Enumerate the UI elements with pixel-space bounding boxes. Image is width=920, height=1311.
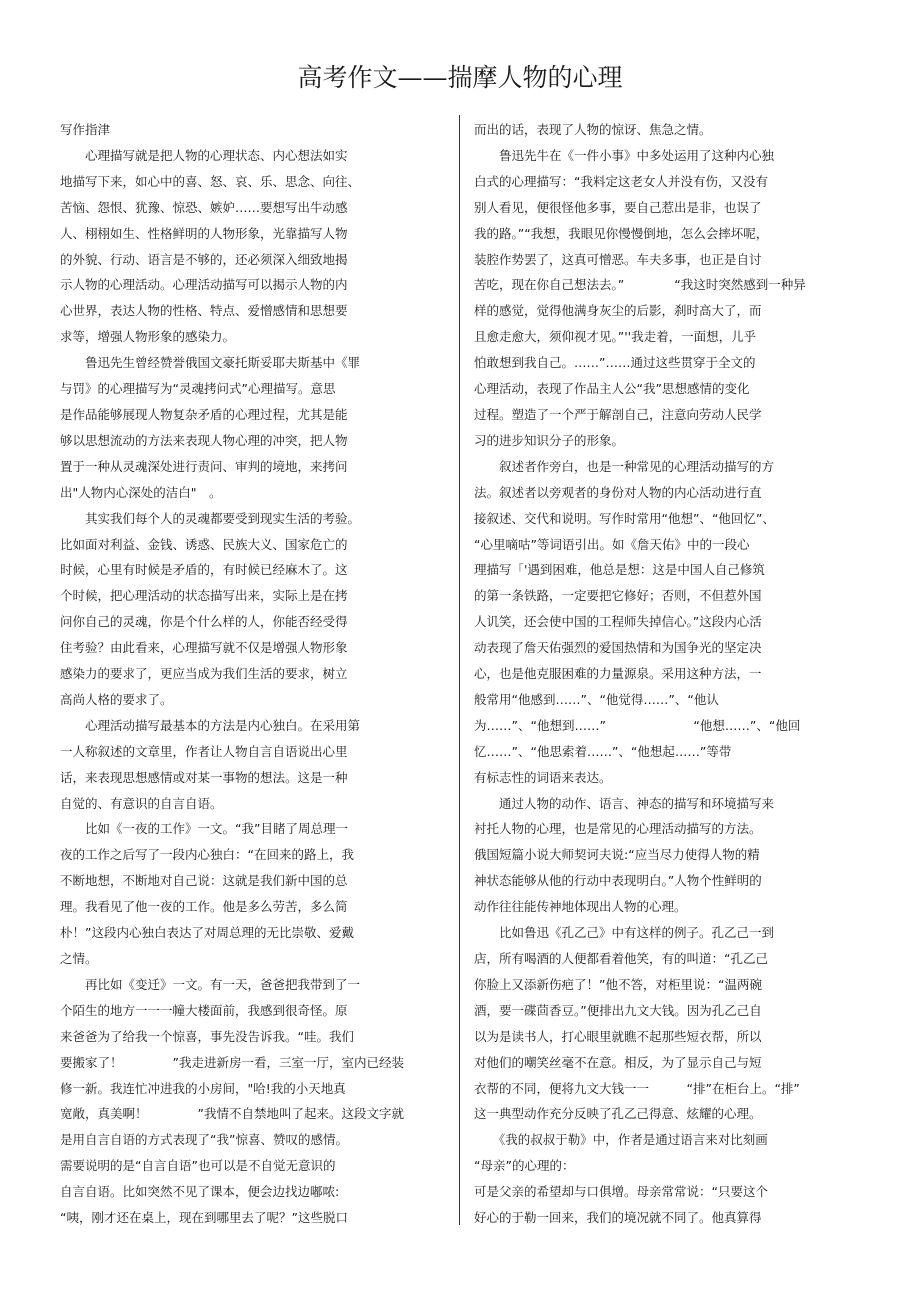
- left-column: [60, 117, 450, 1231]
- text-line: 比如鲁迅《孔乙己》中有这样的例子。孔乙己一到: [474, 925, 775, 941]
- text-line: 其实我们每个人的灵魂都要受到现实生活的考验。: [60, 510, 361, 526]
- text-line: 且愈走愈大，须仰视才见。”''我走着，一面想，儿乎: [474, 329, 757, 345]
- text-line: 鲁迅先生曾经赞誉俄国文豪托斯妥耶夫斯基中《罪: [60, 355, 361, 371]
- text-line: 白式的心理描写：“我料定这老女人并没有伤，又没有: [474, 173, 768, 189]
- text-line: 酒，要一碟茴香豆。”便排出九文大钱。因为孔乙己自: [474, 1002, 762, 1018]
- text-line: “母亲”的心理的：: [474, 1158, 575, 1174]
- text-line: 个陌生的地方一一一幢大楼面前，我感到很奇怪。原: [60, 1002, 348, 1018]
- text-line: 的外貌、行动、语言是不够的，还必须深入细致地揭: [60, 251, 348, 267]
- text-line: 你脸上又添新伤疤了！”他不答，对柜里说：“温两碗: [474, 976, 762, 992]
- text-line: 自言自语。比如突然不见了课本，便会边找边嘟哝:: [60, 1184, 340, 1200]
- text-line: 鲁迅先牛在《一件小事》中多处运用了这种内心独: [474, 147, 775, 163]
- text-line: 叙述者作旁白，也是一种常见的心理活动描写的方: [474, 458, 775, 474]
- text-line: 修一新。我连忙冲进我的小房间，"哈!我的小天地真: [60, 1080, 346, 1096]
- text-line: 好心的于勒一回来，我们的境况就不同了。他真算得: [474, 1210, 762, 1226]
- text-line: 法。叙述者以旁观者的身份对人物的内心活动进行直: [474, 484, 762, 500]
- text-line: 衬托人物的心理，也是常见的心理活动描写的方法。: [474, 821, 762, 837]
- text-line: 怕敢想到我自己。……”……通过这些贯穿于全文的: [474, 355, 756, 371]
- text-line: “心里嘀咕”等词语引出。如《詹天佑》中的一段心: [474, 536, 750, 552]
- text-line: 心世界，表达人物的性格、特点、爱憎感情和思想要: [60, 303, 348, 319]
- text-line: 样的感觉，觉得他满身灰尘的后影，刹时高大了，而: [474, 303, 762, 319]
- text-line: “咦，刚才还在桌上，现在到哪里去了呢？”这些脱口: [60, 1210, 348, 1226]
- text-line: 理描写「'遇到困难，他总是想：这是中国人自己修筑: [474, 562, 765, 578]
- text-line: 不断地想，不断地对自己说：这就是我们新中国的总: [60, 873, 348, 889]
- text-line: 衣帮的不同，便将九文大钱一一 “排”在柜台上。“排”: [474, 1080, 800, 1096]
- text-line: 写作指津: [60, 122, 111, 137]
- text-line: 苦吃，现在你自己想法去。” “我这时突然感到一种异: [474, 277, 806, 293]
- text-line: 比如《一夜的工作》一文。“我”目睹了周总理一: [60, 821, 348, 837]
- text-line: 之情。: [60, 951, 98, 966]
- text-line: 比如面对利益、金钱、诱惑、民族大义、国家危亡的: [60, 536, 348, 552]
- text-line: 忆……”、“他思索着……”、“他想起……”等带: [474, 743, 732, 759]
- text-line: 心理描写就是把人物的心理状态、内心想法如实: [60, 147, 348, 163]
- text-line: 的第一条铁路，一定要把它修好；否则，不但惹外国: [474, 588, 762, 604]
- text-line: 与罚》的心理描写为“灵魂拷问式”心理描写。意思: [60, 381, 336, 397]
- text-line: 接叙述、交代和说明。写作时常用“他想”、“他回忆”、: [474, 510, 775, 526]
- text-line: 动作往往能传神地体现出人物的心理。: [474, 899, 687, 915]
- text-line: 要搬家了！ ”我走进新房一看，三室一厅，室内已经装: [60, 1054, 404, 1070]
- text-line: 动表现了詹天佑强烈的爱国热情和为国争光的坚定决: [474, 640, 762, 656]
- text-line: 示人物的心理活动。心理活动描写可以揭示人物的内: [60, 277, 348, 293]
- text-line: 以为是读书人，打心眼里就瞧不起那些短衣帮，所以: [474, 1028, 762, 1044]
- text-line: 店，所有喝酒的人便都看着他笑，有的叫道：“孔乙己: [474, 951, 768, 966]
- text-line: 来爸爸为了给我一个惊喜，事先没告诉我。“哇。我们: [60, 1028, 354, 1044]
- column-divider: [459, 115, 460, 1225]
- text-line: 人、栩栩如生、性格鲜明的人物形象，光靠描写人物: [60, 225, 348, 241]
- text-line: 自觉的、有意识的自言自语。: [60, 795, 223, 811]
- text-line: 个时候，把心理活动的状态描写出来，实际上是在拷: [60, 588, 348, 604]
- text-line: 可是父亲的希望却与口俱增。母亲常常说：“只要这个: [474, 1184, 768, 1200]
- text-line: 问你自己的灵魂，你是个什么样的人，你能否经受得: [60, 614, 348, 630]
- text-line: 一人称叙述的文章里，作者让人物自言自语说出心里: [60, 743, 348, 759]
- text-line: 俄国短篇小说大师契诃夫说:“应当尽力使得人物的精: [474, 847, 760, 863]
- text-line: 有标志性的词语来表达。: [474, 769, 612, 785]
- text-line: 时候，心里有时候是矛盾的，有时候已经麻木了。这: [60, 562, 348, 578]
- text-line: 宽敞，真美啊！ ”我情不自禁地叫了起来。这段文字就: [60, 1106, 404, 1122]
- text-line: 够以思想流动的方法来表现人物心理的冲突，把人物: [60, 432, 348, 448]
- text-line: 置于一种从灵魂深处进行责问、审判的境地，来拷问: [60, 458, 348, 474]
- text-line: 求等，增强人物形象的感染力。: [60, 329, 236, 345]
- text-line: 住考验？由此看来，心理描写就不仅是增强人物形象: [60, 640, 348, 656]
- text-line: 心，也是他克服困难的力量源泉。采用这种方法，一: [474, 666, 762, 682]
- text-line: 般常用“他感到……”、“他觉得……”、“他认: [474, 691, 719, 707]
- text-line: 人讥笑，还会使中国的工程师失掉信心。”这段内心活: [474, 614, 762, 630]
- text-line: 别人看见，便很怪他多事，要自己惹出是非，也误了: [474, 199, 762, 215]
- text-line: 神状态能够从他的行动中表现明白。”人物个性鲜明的: [474, 873, 762, 889]
- text-line: 过程。塑造了一个严于解剖自己，注意向劳动人民学: [474, 406, 762, 422]
- page-title: 高考作文——揣摩人物的心理: [297, 63, 623, 92]
- text-line: 话，来表现思想感情或对某一事物的想法。这是一种: [60, 769, 348, 785]
- text-line: 地描写下来，如心中的喜、怒、哀、乐、思念、向往、: [60, 173, 361, 189]
- text-line: 装腔作势罢了，这真可憎恶。车夫多事，也正是自讨: [474, 251, 762, 267]
- text-line: 高尚人格的要求了。: [60, 691, 173, 707]
- text-line: 对他们的嘲笑丝毫不在意。相反，为了显示自己与短: [474, 1054, 762, 1070]
- text-line: 这一典型动作充分反映了孔乙己得意、炫耀的心理。: [474, 1106, 762, 1122]
- text-line: 我的路。”“我想，我眼见你慢慢倒地，怎么会摔坏呢，: [474, 225, 769, 241]
- text-line: 《我的叔叔于勒》中，作者是通过语言来对比刻画: [474, 1132, 768, 1148]
- text-line: 需要说明的是“自言自语”也可以是不自觉无意识的: [60, 1158, 336, 1174]
- right-column: [474, 117, 874, 1231]
- text-line: 而出的话，表现了人物的惊讶、焦急之情。: [474, 122, 712, 137]
- text-line: 苦恼、怨恨、犹豫、惊恐、嫉妒……要想写出牛动感: [60, 199, 348, 215]
- text-line: 朴！”这段内心独白表达了对周总理的无比崇敬、爱戴: [60, 925, 354, 941]
- text-line: 感染力的要求了，更应当成为我们生活的要求，树立: [60, 666, 348, 682]
- text-line: 心理活动描写最基本的方法是内心独白。在采用第: [60, 717, 361, 733]
- text-line: 理。我看见了他一夜的工作。他是多么劳苦，多么简: [60, 899, 348, 915]
- text-line: 通过人物的动作、语言、神态的描写和环境描写来: [474, 795, 775, 811]
- text-line: 出"人物内心深处的洁白" 。: [60, 484, 222, 500]
- text-line: 是用自言自语的方式表现了“我”惊喜、赞叹的感情。: [60, 1132, 348, 1148]
- text-line: 是作品能够展现人物复杂矛盾的心理过程，尤其是能: [60, 406, 348, 422]
- text-line: 心理活动，表现了作品主人公“我”思想感情的变化: [474, 381, 750, 397]
- text-line: 再比如《变迁》一文。有一天，爸爸把我带到了一: [60, 976, 361, 992]
- text-line: 夜的工作之后写了一段内心独白：“在回来的路上，我: [60, 847, 354, 863]
- text-line: 为……”、“他想到……” “他想……”、“他回: [474, 717, 801, 733]
- text-line: 习的进步知识分子的形象。: [474, 432, 625, 448]
